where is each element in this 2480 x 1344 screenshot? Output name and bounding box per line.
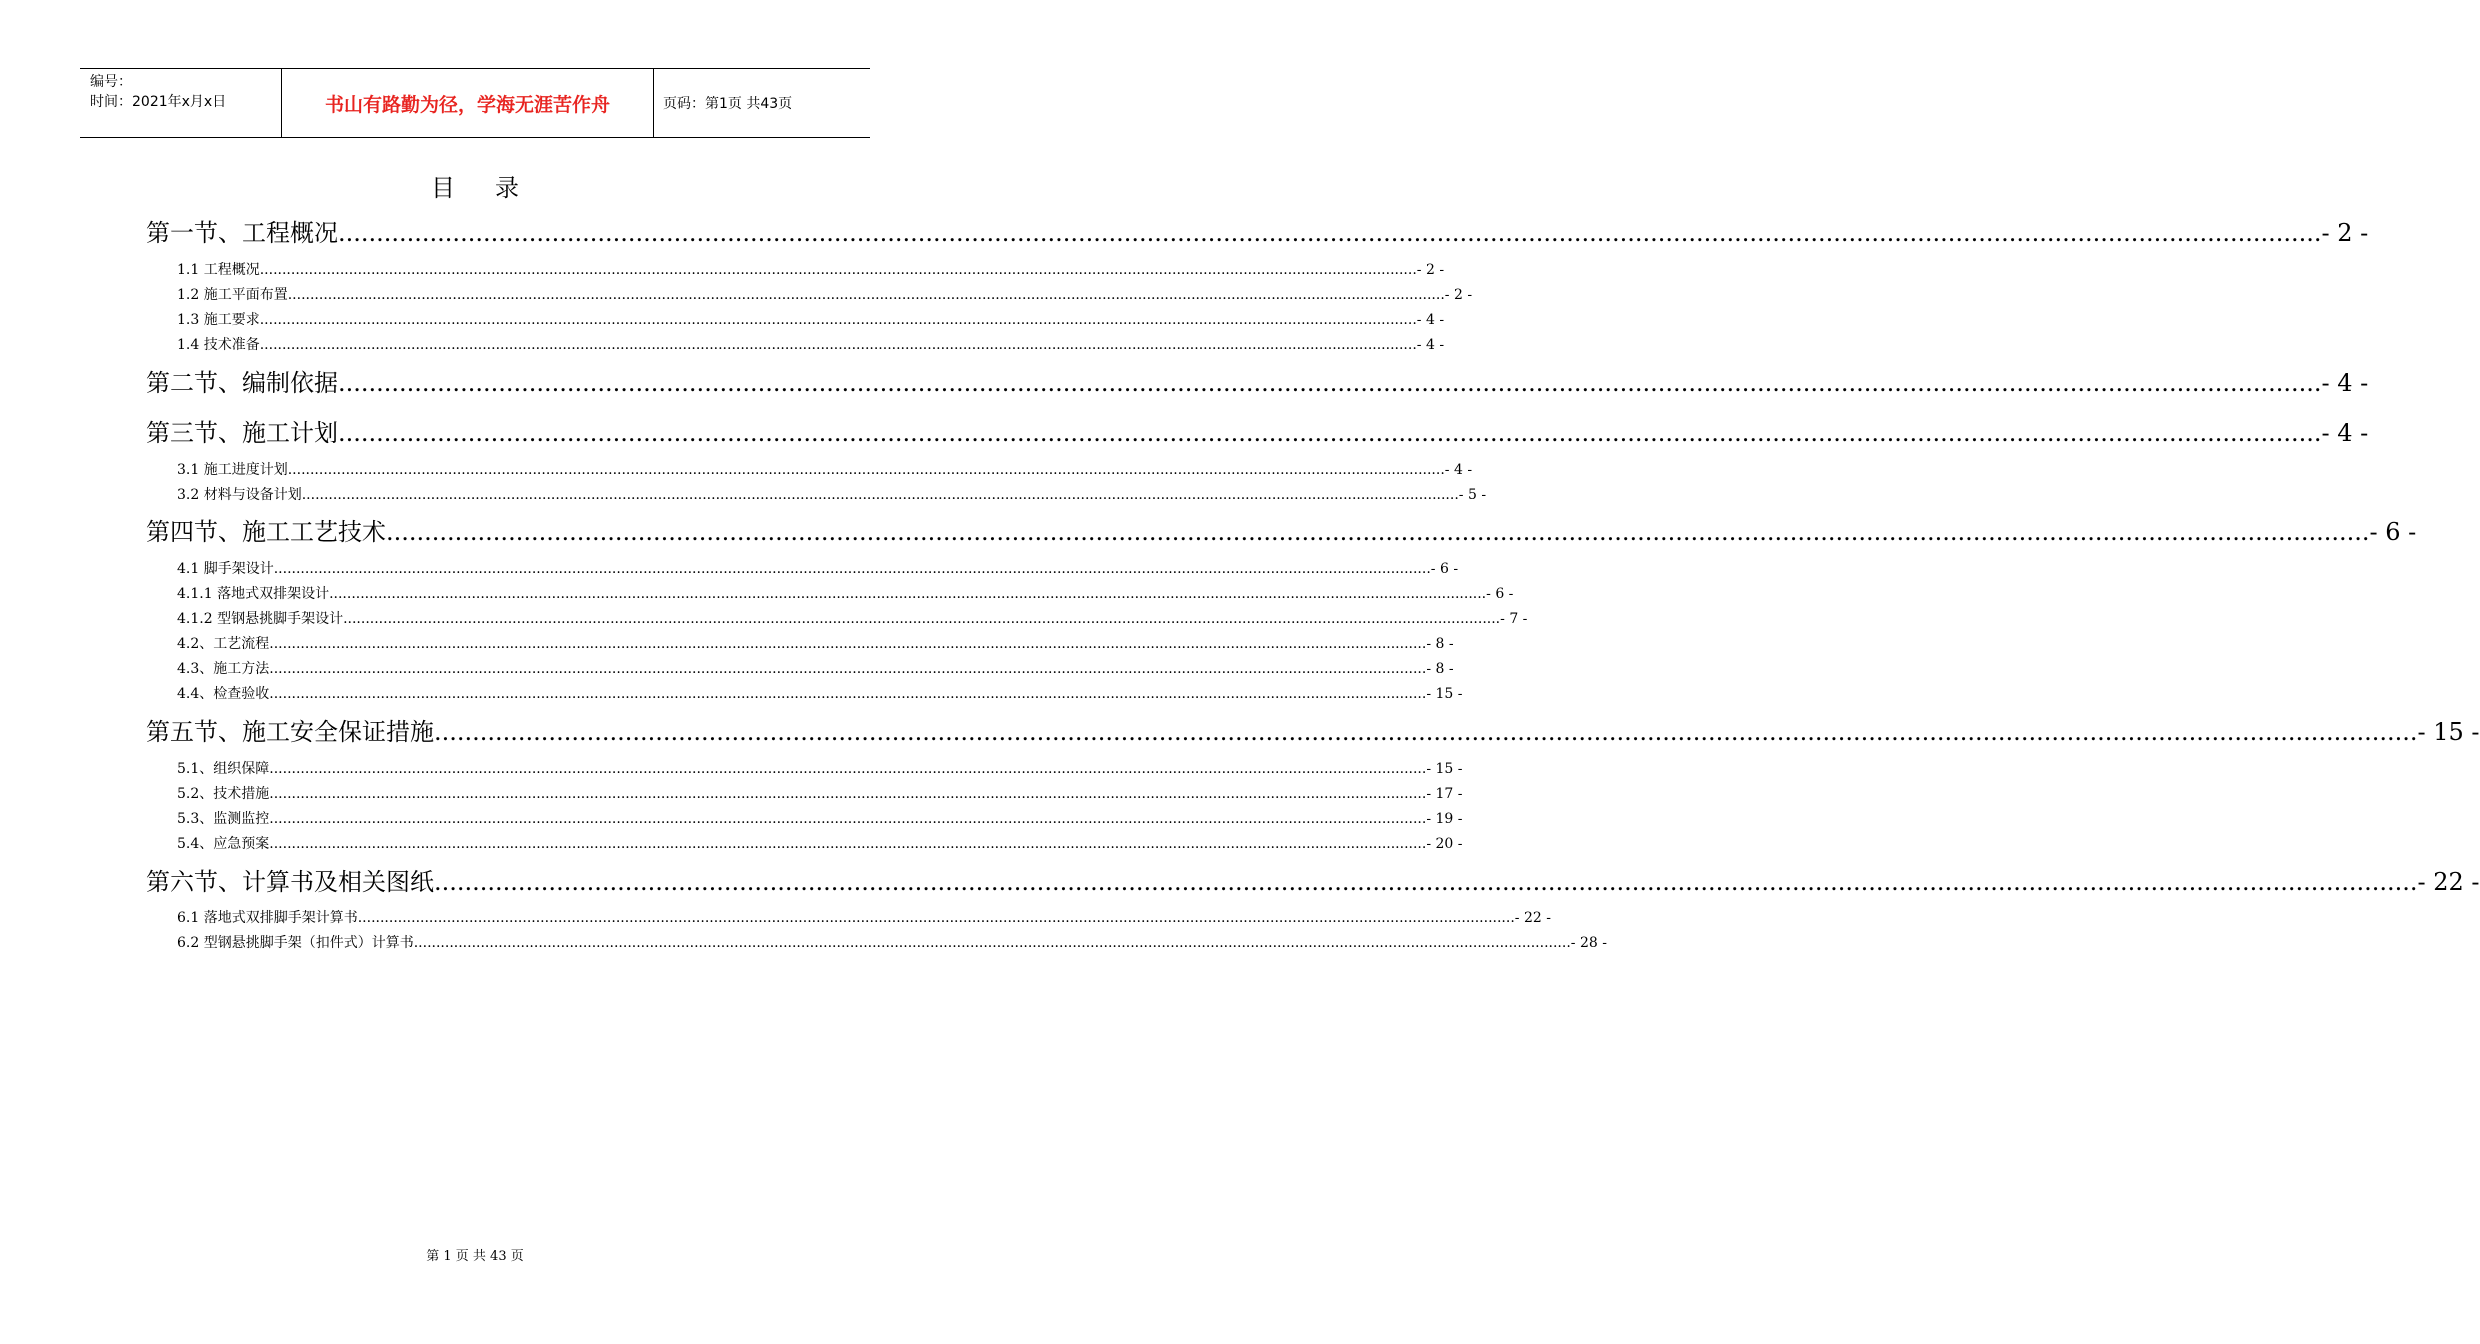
- toc-section-link[interactable]: [146, 515, 2417, 549]
- toc-entry-label: 第六节、计算书及相关图纸: [146, 868, 434, 896]
- toc-entry-label: 5.2、技术措施: [177, 786, 270, 802]
- toc-page-number: - 4 -: [1444, 462, 1473, 478]
- toc-subsection-link[interactable]: [177, 485, 1487, 505]
- toc-subsection-link[interactable]: [177, 684, 1463, 704]
- toc-entry-label: 5.3、监测监控: [177, 811, 270, 827]
- toc-dot-leader: ....................................................................................................................................................................................................................................................................: [269, 636, 1427, 652]
- toc-page-number: - 6 -: [2369, 518, 2417, 546]
- toc-dot-leader: ....................................................................................................................................................................................................................................................................: [259, 337, 1417, 353]
- toc-entry-label: 1.4 技术准备: [177, 337, 260, 353]
- toc-dot-leader: ....................................................................................................................................................................................................................................................................: [287, 287, 1445, 303]
- toc-dot-leader: ....................................................................................................................................................................................................................................................................: [338, 219, 2322, 247]
- toc-entry-label: 第五节、施工安全保证措施: [146, 718, 434, 746]
- toc-section-link[interactable]: [146, 715, 2480, 749]
- toc-page-number: - 8 -: [1426, 661, 1454, 677]
- toc-entry-label: 1.3 施工要求: [177, 312, 260, 328]
- header-motto: 书山有路勤为径，学海无涯苦作舟: [282, 69, 654, 137]
- toc-page-number: - 6 -: [1430, 561, 1459, 577]
- toc-entry-label: 4.1.1 落地式双排架设计: [177, 586, 330, 602]
- toc-page-number: - 28 -: [1570, 935, 1607, 951]
- toc-dot-leader: ....................................................................................................................................................................................................................................................................: [269, 686, 1427, 702]
- toc-dot-leader: ....................................................................................................................................................................................................................................................................: [287, 462, 1445, 478]
- toc-subsection-link[interactable]: [177, 908, 1551, 928]
- toc-page-number: - 15 -: [2417, 718, 2480, 746]
- toc-entry-label: 4.1.2 型钢悬挑脚手架设计: [177, 611, 344, 627]
- toc-dot-leader: ....................................................................................................................................................................................................................................................................: [434, 718, 2418, 746]
- toc-subsection-link[interactable]: [177, 659, 1454, 679]
- toc-title: 目录: [431, 174, 559, 202]
- toc-page-number: - 22 -: [1514, 910, 1551, 926]
- toc-page-number: - 15 -: [1426, 686, 1463, 702]
- toc-entry-label: 第四节、施工工艺技术: [146, 518, 386, 546]
- toc-page-number: - 5 -: [1458, 487, 1487, 503]
- toc-subsection-link[interactable]: [177, 559, 1459, 579]
- toc-entry-label: 3.1 施工进度计划: [177, 462, 288, 478]
- toc-dot-leader: ....................................................................................................................................................................................................................................................................: [269, 786, 1427, 802]
- toc-page-number: - 15 -: [1426, 761, 1463, 777]
- toc-entry-label: 5.1、组织保障: [177, 761, 270, 777]
- header-page-info: 页码：第1页 共43页: [663, 96, 793, 112]
- toc-entry-label: 1.2 施工平面布置: [177, 287, 288, 303]
- toc-subsection-link[interactable]: [177, 584, 1514, 604]
- toc-section-link[interactable]: [146, 366, 2369, 400]
- toc-dot-leader: ....................................................................................................................................................................................................................................................................: [386, 518, 2370, 546]
- page-footer: 第 1 页 共 43 页: [426, 1249, 524, 1264]
- toc-dot-leader: ....................................................................................................................................................................................................................................................................: [301, 487, 1459, 503]
- toc-dot-leader: ....................................................................................................................................................................................................................................................................: [338, 419, 2322, 447]
- toc-subsection-link[interactable]: [177, 933, 1607, 953]
- toc-entry-label: 第二节、编制依据: [146, 369, 338, 397]
- toc-dot-leader: ....................................................................................................................................................................................................................................................................: [413, 935, 1571, 951]
- toc-page-number: - 22 -: [2417, 868, 2480, 896]
- document-header: [80, 68, 870, 138]
- header-meta: [80, 69, 282, 137]
- toc-page-number: - 4 -: [1416, 337, 1445, 353]
- toc-subsection-link[interactable]: [177, 310, 1445, 330]
- toc-entry-label: 第三节、施工计划: [146, 419, 338, 447]
- toc-dot-leader: ....................................................................................................................................................................................................................................................................: [329, 586, 1487, 602]
- document-date: 时间：2021年x月x日: [90, 94, 227, 110]
- toc-dot-leader: ....................................................................................................................................................................................................................................................................: [259, 262, 1417, 278]
- toc-entry-label: 6.2 型钢悬挑脚手架（扣件式）计算书: [177, 935, 414, 951]
- toc-page-number: - 6 -: [1486, 586, 1514, 602]
- toc-subsection-link[interactable]: [177, 609, 1528, 629]
- toc-subsection-link[interactable]: [177, 809, 1463, 829]
- toc-page-number: - 2 -: [1444, 287, 1473, 303]
- toc-subsection-link[interactable]: [177, 260, 1445, 280]
- toc-dot-leader: ....................................................................................................................................................................................................................................................................: [269, 761, 1427, 777]
- toc-dot-leader: ....................................................................................................................................................................................................................................................................: [269, 811, 1427, 827]
- toc-entry-label: 3.2 材料与设备计划: [177, 487, 302, 503]
- toc-entry-label: 第一节、工程概况: [146, 219, 338, 247]
- toc-subsection-link[interactable]: [177, 784, 1463, 804]
- toc-section-link[interactable]: [146, 865, 2480, 899]
- toc-page-number: - 20 -: [1426, 836, 1463, 852]
- toc-entry-label: 5.4、应急预案: [177, 836, 270, 852]
- toc-section-link[interactable]: [146, 416, 2369, 450]
- toc-page-number: - 2 -: [1416, 262, 1445, 278]
- toc-page-number: - 19 -: [1426, 811, 1463, 827]
- toc-subsection-link[interactable]: [177, 834, 1463, 854]
- document-number-label: 编号：: [90, 74, 132, 90]
- toc-subsection-link[interactable]: [177, 285, 1473, 305]
- toc-dot-leader: ....................................................................................................................................................................................................................................................................: [357, 910, 1515, 926]
- toc-page-number: - 8 -: [1426, 636, 1454, 652]
- toc-page-number: - 17 -: [1426, 786, 1463, 802]
- toc-entry-label: 1.1 工程概况: [177, 262, 260, 278]
- toc-dot-leader: ....................................................................................................................................................................................................................................................................: [343, 611, 1501, 627]
- toc-page-number: - 4 -: [1416, 312, 1445, 328]
- toc-subsection-link[interactable]: [177, 335, 1445, 355]
- toc-dot-leader: ....................................................................................................................................................................................................................................................................: [434, 868, 2418, 896]
- toc-entry-label: 4.4、检查验收: [177, 686, 270, 702]
- toc-dot-leader: ....................................................................................................................................................................................................................................................................: [269, 836, 1427, 852]
- toc-entry-label: 4.3、施工方法: [177, 661, 270, 677]
- toc-entry-label: 4.1 脚手架设计: [177, 561, 274, 577]
- toc-entry-label: 6.1 落地式双排脚手架计算书: [177, 910, 358, 926]
- toc-dot-leader: ....................................................................................................................................................................................................................................................................: [259, 312, 1417, 328]
- toc-dot-leader: ....................................................................................................................................................................................................................................................................: [338, 369, 2322, 397]
- toc-entry-label: 4.2、工艺流程: [177, 636, 270, 652]
- toc-subsection-link[interactable]: [177, 460, 1473, 480]
- toc-dot-leader: ....................................................................................................................................................................................................................................................................: [273, 561, 1431, 577]
- toc-section-link[interactable]: [146, 216, 2369, 250]
- toc-page-number: - 4 -: [2321, 419, 2369, 447]
- toc-dot-leader: ....................................................................................................................................................................................................................................................................: [269, 661, 1427, 677]
- toc-subsection-link[interactable]: [177, 759, 1463, 779]
- toc-page-number: - 7 -: [1500, 611, 1528, 627]
- toc-page-number: - 2 -: [2321, 219, 2369, 247]
- toc-page-number: - 4 -: [2321, 369, 2369, 397]
- toc-subsection-link[interactable]: [177, 634, 1454, 654]
